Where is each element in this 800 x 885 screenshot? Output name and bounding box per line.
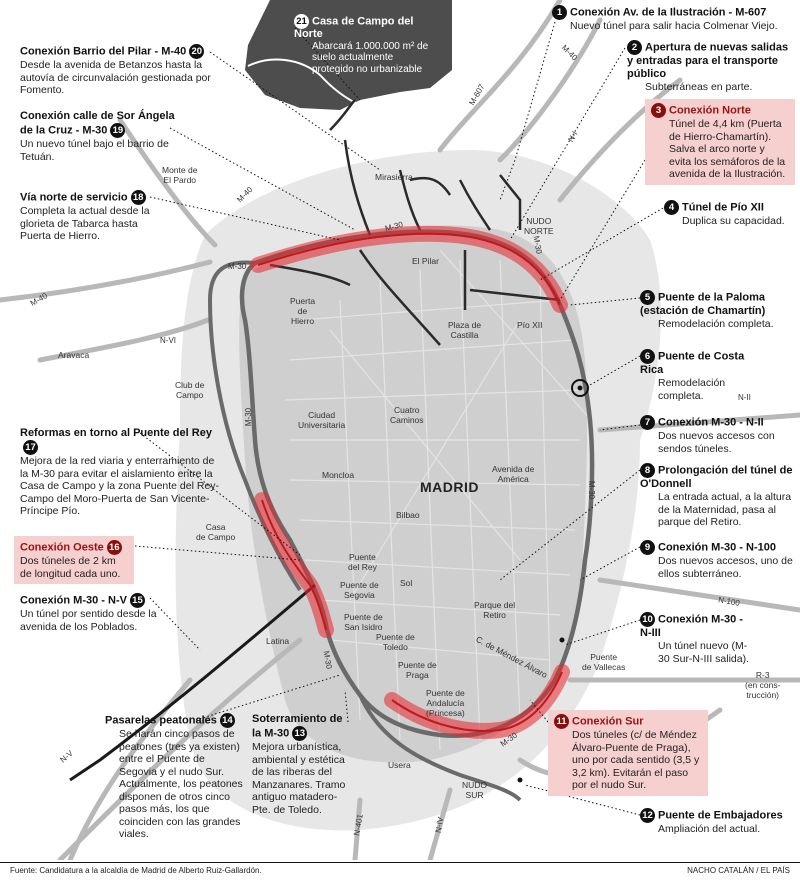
callout-20-title: Conexión Barrio del Pilar - M-40: [20, 45, 187, 58]
place-aravaca: Aravaca: [58, 350, 90, 360]
callout-14-title: Pasarelas peatonales: [105, 714, 217, 727]
road-m30-nw: M-30: [228, 262, 247, 271]
node-10: [560, 638, 565, 643]
callout-18-title: Vía norte de servicio: [20, 191, 128, 204]
callout-19-title: Conexión calle de Sor Ángela de la Cruz - M-30: [20, 110, 175, 137]
footer: [0, 862, 800, 885]
callout-5-title: Puente de la Paloma (estación de Chamartín): [640, 291, 766, 317]
place-puerta-hierro: Puerta de Hierro: [290, 296, 316, 326]
place-el-pilar: El Pilar: [412, 256, 439, 266]
callout-13-number: 13: [292, 726, 307, 741]
place-puente-toledo: Puente de Toledo: [376, 632, 415, 652]
road-m30-sw: M-30: [321, 650, 334, 670]
callout-19-number: 19: [110, 123, 125, 138]
callout-9: [640, 540, 798, 580]
callout-1-desc: Nuevo túnel para salir hacia Colmenar Viejo.: [570, 20, 778, 32]
callout-20-number: 20: [189, 44, 204, 59]
callout-13-title: Soterramiento de la M-30: [252, 713, 343, 740]
callout-18-desc: Completa la actual desde la glorieta de Tabarca hasta Puerta de Hierro.: [20, 205, 150, 242]
road-m30-ne: M-30: [531, 235, 544, 255]
callout-14: [105, 713, 245, 841]
place-plaza-castilla: Plaza de Castilla: [448, 320, 482, 340]
road-m40-w: M-40: [28, 291, 50, 309]
place-r3: R-3 (en cons- trucción): [745, 670, 781, 700]
callout-3-number: 3: [651, 103, 666, 118]
callout-5: [640, 290, 798, 331]
callout-6-number: 6: [640, 349, 655, 364]
callout-1: [552, 5, 797, 33]
callout-12-desc: Ampliación del actual.: [658, 823, 761, 835]
callout-8: [640, 463, 798, 529]
road-n6: N-VI: [160, 336, 176, 345]
callout-19-desc: Un nuevo túnel bajo el barrio de Tetuán.: [20, 138, 169, 163]
callout-12-title: Puente de Embajadores: [658, 809, 783, 822]
road-n100: N-100: [717, 595, 741, 608]
callout-10: [640, 612, 750, 665]
source-note: Fuente: Candidatura a la alcaldía de Madrid de Alberto Ruiz-Gallardón.: [10, 866, 262, 875]
callout-15-desc: Un túnel por sentido desde la avenida de los Poblados.: [20, 608, 157, 633]
callout-8-title: Prolongación del túnel de O'Donnell: [640, 464, 793, 490]
place-nudo-norte: NUDO NORTE: [524, 216, 554, 236]
callout-6: [640, 349, 760, 402]
callout-16-title: Conexión Oeste: [20, 541, 104, 554]
place-ciudad-univ: Ciudad Universitaria: [298, 410, 346, 430]
callout-3-title: Conexión Norte: [669, 104, 751, 117]
callout-18: [20, 190, 160, 243]
callout-12: [640, 808, 798, 836]
callout-15: [20, 593, 160, 633]
callout-15-number: 15: [130, 593, 145, 608]
place-usera: Usera: [388, 760, 411, 770]
node-12: [518, 778, 523, 783]
callout-21-number: 21: [294, 14, 309, 29]
callout-17-title: Reformas en torno al Puente del Rey: [20, 427, 212, 439]
road-m30-n: M-30: [384, 219, 404, 234]
callout-21: [294, 14, 434, 75]
callout-7-desc: Dos nuevos accesos con sendos túneles.: [658, 430, 775, 455]
place-club-campo: Club de Campo: [175, 380, 205, 400]
callout-4: [664, 200, 798, 228]
callout-13-desc: Mejora urbanística, ambiental y estética de las riberas del Manzanares. Tramo antiguo matadero-Pte. de Toledo.: [252, 741, 346, 816]
callout-6-title: Puente de Costa Rica: [640, 350, 745, 376]
place-casa-campo: Casa de Campo: [196, 522, 236, 542]
place-sol: Sol: [400, 578, 413, 588]
callout-2-number: 2: [627, 40, 642, 55]
road-n401: N-401: [352, 813, 365, 837]
place-puente-praga: Puente de Praga: [398, 660, 437, 680]
place-cuatro-caminos: Cuatro Caminos: [390, 405, 424, 425]
road-m607: M-607: [467, 82, 487, 107]
callout-10-desc: Un túnel nuevo (M-30 Sur-N-III salida).: [658, 640, 750, 665]
callout-20-desc: Desde la avenida de Betanzos hasta la autovía de circunvalación gestionada por Fomento.: [20, 59, 211, 96]
place-puente-segovia: Puente de Segovia: [340, 580, 379, 600]
callout-1-number: 1: [552, 5, 567, 20]
place-latina: Latina: [266, 636, 290, 646]
callout-1-title: Conexión Av. de la Ilustración - M-607: [570, 6, 767, 19]
place-mirasierra: Mirasierra: [375, 172, 413, 182]
road-n5: N-V: [58, 748, 75, 765]
callout-10-number: 10: [640, 612, 655, 627]
place-c-mendez: C. de Méndez Álvaro: [474, 633, 550, 681]
callout-11: [548, 710, 708, 796]
callout-11-number: 11: [554, 714, 569, 729]
callout-4-title: Túnel de Pío XII: [682, 201, 764, 214]
road-m40-nw: M-40: [235, 185, 255, 205]
callout-17-number: 17: [23, 440, 38, 455]
callout-11-title: Conexión Sur: [572, 715, 644, 728]
callout-18-number: 18: [131, 190, 146, 205]
callout-11-desc: Dos túneles (c/ de Méndez Álvaro-Puente de Praga), uno por cada sentido (3,5 y 3,2 km). Evitarán el paso por el nudo Sur.: [572, 729, 700, 791]
callout-16: [14, 536, 134, 584]
road-n4: N-IV: [433, 816, 446, 834]
callout-17: [20, 427, 220, 518]
place-puente-andalucia: Puente de Andalucía (Princesa): [426, 688, 465, 718]
callout-3-desc: Túnel de 4,4 km (Puerta de Hierro-Chamartín). Salva el arco norte y evita los semáforos de la avenida de la Ilustración.: [669, 118, 786, 180]
callout-2: [627, 40, 797, 94]
callout-9-title: Conexión M-30 - N-100: [658, 541, 776, 554]
place-puente-vallecas: Puente de Vallecas: [582, 652, 626, 672]
callout-16-desc: Dos túneles de 2 km de longitud cada uno.: [20, 555, 121, 580]
place-nudo-sur: NUDO SUR: [462, 780, 488, 800]
callout-5-number: 5: [640, 290, 655, 305]
callout-9-desc: Dos nuevos accesos, uno de ellos subterráneo.: [658, 555, 793, 580]
place-puente-rey: Puente del Rey: [348, 552, 377, 572]
credit: NACHO CATALÁN / EL PAÍS: [687, 866, 790, 875]
callout-21-title: Casa de Campo del Norte: [294, 15, 414, 40]
road-m30-e: M-30: [587, 480, 597, 500]
callout-2-desc: Subterráneas en parte.: [645, 81, 753, 93]
callout-5-desc: Remodelación completa.: [658, 318, 774, 330]
callout-7-number: 7: [640, 415, 655, 430]
place-monte-pardo: Monte de El Pardo: [162, 165, 198, 185]
callout-4-desc: Duplica su capacidad.: [682, 215, 785, 227]
callout-19: [20, 110, 180, 163]
callout-15-title: Conexión M-30 - N-V: [20, 594, 127, 607]
callout-14-desc: Se harán cinco pasos de peatones (tres ya existen) entre el Puente de Segovia y el nudo Sur. Actualmente, los peatones disponen de otros cinco pasos más, los que coinciden con las grandes viales.: [119, 728, 243, 840]
callout-13: [252, 713, 352, 816]
callout-7-title: Conexión M-30 - N-II: [658, 416, 764, 429]
callout-10-title: Conexión M-30 - N-III: [640, 613, 743, 639]
road-m40-ne: M-40: [559, 43, 580, 63]
callout-8-number: 8: [640, 463, 655, 478]
place-parque-retiro: Parque del Retiro: [474, 600, 516, 620]
callout-21-desc: Abarcará 1.000.000 m² de suelo actualmente protegido no urbanizable: [312, 40, 429, 75]
city-label: MADRID: [420, 479, 479, 495]
callout-20: [20, 44, 220, 97]
callout-14-number: 14: [220, 713, 235, 728]
place-moncloa: Moncloa: [322, 470, 355, 480]
callout-4-number: 4: [664, 200, 679, 215]
place-pio-xii: Pío XII: [517, 320, 543, 330]
road-n1: N-I: [566, 129, 580, 144]
callout-9-number: 9: [640, 540, 655, 555]
road-m30-w: M-30: [244, 407, 254, 427]
place-puente-san-isidro: Puente de San Isidro: [344, 612, 383, 632]
place-avenida-america: Avenida de América: [492, 464, 535, 484]
callout-7: [640, 415, 798, 455]
callout-8-desc: La entrada actual, a la altura de la Maternidad, pasa al parque del Retiro.: [658, 491, 792, 528]
callout-2-title: Apertura de nuevas salidas y entradas para el transporte público: [627, 41, 789, 80]
callout-12-number: 12: [640, 808, 655, 823]
road-m30-s: M-30: [498, 730, 519, 749]
callout-16-number: 16: [107, 540, 122, 555]
road-n2: N-II: [738, 393, 751, 402]
place-bilbao: Bilbao: [396, 510, 420, 520]
callout-6-desc: Remodelación completa.: [658, 377, 726, 402]
callout-17-desc: Mejora de la red viaria y enterramiento de la M-30 para evitar el aislamiento entre la Casa de Campo y la zona Puente del Rey-Campo del Moro-Puerta de San Vicente-Príncipe Pío.: [20, 455, 220, 517]
callout-3: [645, 99, 795, 185]
